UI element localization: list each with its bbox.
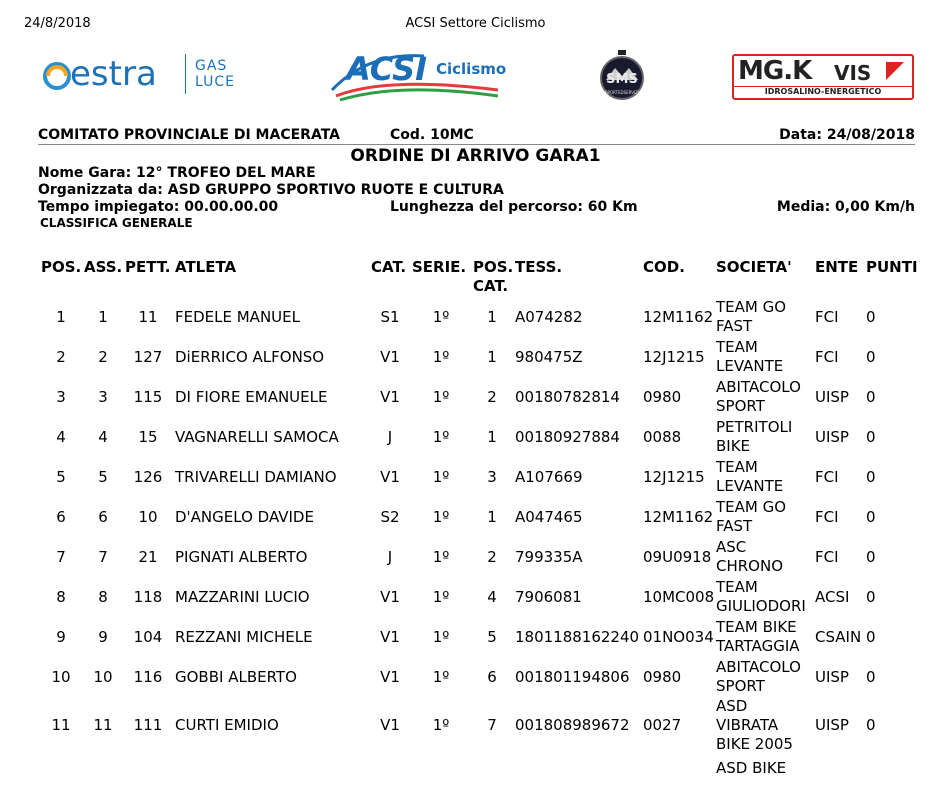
cell-ente: CSAIN xyxy=(815,627,862,646)
cell-ass: 4 xyxy=(98,427,108,446)
cell-tess: 980475Z xyxy=(515,347,583,366)
table-row xyxy=(0,497,951,537)
cell-ass: 1 xyxy=(98,307,108,326)
cell-cod: 09U0918 xyxy=(643,547,712,566)
cell-ass: 3 xyxy=(98,387,108,406)
cell-societa: PETRITOLI BIKE xyxy=(716,418,793,455)
col-cod: COD. xyxy=(643,258,685,276)
cell-poscat: 5 xyxy=(487,627,497,646)
cell-ass: 6 xyxy=(98,507,108,526)
cell-ente: FCI xyxy=(815,467,839,486)
cell-atleta: FEDELE MANUEL xyxy=(175,307,300,326)
cell-poscat: 4 xyxy=(487,587,497,606)
cell-punti: 0 xyxy=(866,387,876,406)
table-row xyxy=(0,757,951,797)
cell-pos: 11 xyxy=(51,716,71,734)
sms-word: SMS xyxy=(606,72,638,87)
cell-tess: 00180782814 xyxy=(515,387,620,406)
cell-cod xyxy=(643,757,715,799)
cell-pos: 2 xyxy=(56,347,66,366)
acsi-word: ACSI xyxy=(346,50,428,88)
cell-punti: 0 xyxy=(866,347,876,366)
cell-pett: 126 xyxy=(133,467,163,486)
report-title: ORDINE DI ARRIVO GARA1 xyxy=(350,146,601,166)
col-serie: SERIE. xyxy=(412,258,467,276)
course-length: Lunghezza del percorso: 60 Km xyxy=(390,199,638,215)
table-row xyxy=(0,657,951,697)
cell-societa: TEAM GO FAST xyxy=(716,498,787,535)
cell-punti: 0 xyxy=(866,427,876,446)
cell-cod: 12J1215 xyxy=(643,467,705,486)
cell-punti: 0 xyxy=(866,627,876,646)
cell-societa: ABITACOLO SPORT xyxy=(716,658,801,695)
estra-gas: GAS xyxy=(195,58,228,74)
cell-pos: 6 xyxy=(56,507,66,526)
cell-cod: 0088 xyxy=(643,427,682,446)
col-poscat: POS. CAT. xyxy=(473,258,514,295)
cell-poscat: 2 xyxy=(487,387,497,406)
cell-societa: ASD VIBRATA BIKE 2005 xyxy=(716,697,793,753)
cell-tess: 799335A xyxy=(515,547,583,566)
cell-atleta xyxy=(175,757,365,799)
cell-atleta: PIGNATI ALBERTO xyxy=(175,547,308,566)
cell-ass: 10 xyxy=(93,667,113,686)
cell-cod: 12J1215 xyxy=(643,347,705,366)
cell-cat xyxy=(371,757,409,799)
cell-atleta: TRIVARELLI DAMIANO xyxy=(175,467,337,486)
estra-luce: LUCE xyxy=(195,74,235,90)
cell-serie: 1º xyxy=(432,307,450,326)
cell-ass: 9 xyxy=(98,627,108,646)
cell-atleta: CURTI EMIDIO xyxy=(175,716,279,734)
cell-punti: 0 xyxy=(866,667,876,686)
cell-punti: 0 xyxy=(866,547,876,566)
cell-pett: 118 xyxy=(133,587,163,606)
cell-serie xyxy=(418,757,464,799)
cell-atleta: VAGNARELLI SAMOCA xyxy=(175,427,339,446)
cell-cat: V1 xyxy=(380,716,400,734)
col-punti: PUNTI xyxy=(866,258,918,276)
cell-tess: 001801194806 xyxy=(515,667,630,686)
cell-tess: A107669 xyxy=(515,467,583,486)
race-name: Nome Gara: 12° TROFEO DEL MARE xyxy=(38,165,316,181)
cell-ente: UISP xyxy=(815,667,849,686)
cell-cat: J xyxy=(387,427,393,446)
cell-pett xyxy=(128,757,168,799)
estra-logo xyxy=(40,50,240,102)
cell-ente: UISP xyxy=(815,716,849,734)
cell-societa: TEAM GO FAST xyxy=(716,298,787,335)
cell-cat: V1 xyxy=(380,347,400,366)
cell-serie: 1º xyxy=(432,387,450,406)
cell-tess: A047465 xyxy=(515,507,583,526)
cell-cod: 12M1162 xyxy=(643,307,714,326)
cell-ass: 7 xyxy=(98,547,108,566)
acsi-logo xyxy=(328,50,507,102)
col-ass: ASS. xyxy=(84,258,123,276)
cell-tess xyxy=(515,757,640,799)
cell-ass: 8 xyxy=(98,587,108,606)
cell-societa: ASC CHRONO xyxy=(716,538,784,575)
table-row xyxy=(0,297,951,337)
cell-tess: 00180927884 xyxy=(515,427,620,446)
cell-ass: 11 xyxy=(93,716,113,734)
cell-cod: 12M1162 xyxy=(643,507,714,526)
cell-ass xyxy=(84,757,122,799)
cell-poscat: 7 xyxy=(487,716,497,734)
col-societa: SOCIETA' xyxy=(716,258,792,276)
cell-serie: 1º xyxy=(432,716,450,734)
cell-societa: ABITACOLO SPORT xyxy=(716,378,801,415)
cell-ente: UISP xyxy=(815,387,849,406)
cell-tess: 001808989672 xyxy=(515,716,630,734)
cell-serie: 1º xyxy=(432,627,450,646)
sms-sub: SPORTEDSERVIZI xyxy=(604,90,640,95)
cell-pos: 10 xyxy=(51,667,71,686)
cell-ente: FCI xyxy=(815,347,839,366)
estra-word: estra xyxy=(70,54,157,94)
cell-ente xyxy=(815,757,865,799)
cell-cat: V1 xyxy=(380,387,400,406)
cell-cat: V1 xyxy=(380,627,400,646)
cell-ente: FCI xyxy=(815,507,839,526)
cell-cat: S2 xyxy=(380,507,400,526)
cell-societa: TEAM BIKE TARTAGGIA xyxy=(716,618,800,655)
cell-societa: ASD BIKE xyxy=(716,759,787,777)
cell-cat: V1 xyxy=(380,467,400,486)
cell-serie: 1º xyxy=(432,347,450,366)
organizer: Organizzata da: ASD GRUPPO SPORTIVO RUOTE E CULTURA xyxy=(38,182,504,198)
cell-serie: 1º xyxy=(432,507,450,526)
cell-punti: 0 xyxy=(866,507,876,526)
col-tess: TESS. xyxy=(515,258,563,276)
mgkvis-flag-icon xyxy=(886,62,904,80)
cell-tess: A074282 xyxy=(515,307,583,326)
cell-poscat xyxy=(473,757,511,799)
cell-ente: UISP xyxy=(815,427,849,446)
cell-pos: 7 xyxy=(56,547,66,566)
table-row xyxy=(0,417,951,457)
cell-societa: TEAM LEVANTE xyxy=(716,338,784,375)
cell-atleta: GOBBI ALBERTO xyxy=(175,667,297,686)
table-row xyxy=(0,617,951,657)
cell-pett: 115 xyxy=(133,387,163,406)
cell-punti xyxy=(866,757,896,799)
cell-societa: TEAM GIULIODORI xyxy=(716,578,806,615)
cell-cod: 0980 xyxy=(643,387,682,406)
cell-pett: 10 xyxy=(138,507,158,526)
cell-atleta: MAZZARINI LUCIO xyxy=(175,587,310,606)
table-row xyxy=(0,537,951,577)
mgkvis-vis: VIS xyxy=(834,61,872,85)
cell-pos: 9 xyxy=(56,627,66,646)
cell-pett: 11 xyxy=(138,307,158,326)
cell-pos xyxy=(41,757,81,799)
cell-poscat: 1 xyxy=(487,427,497,446)
average-speed: Media: 0,00 Km/h xyxy=(776,199,915,215)
time-taken: Tempo impiegato: 00.00.00.00 xyxy=(38,199,279,215)
cell-poscat: 1 xyxy=(487,507,497,526)
cell-serie: 1º xyxy=(432,427,450,446)
cell-punti: 0 xyxy=(866,716,876,734)
cell-pos: 1 xyxy=(56,307,66,326)
cell-poscat: 1 xyxy=(487,347,497,366)
cell-pett: 15 xyxy=(138,427,158,446)
cell-pett: 111 xyxy=(133,716,163,734)
table-row xyxy=(0,377,951,417)
header-rule xyxy=(38,144,915,145)
cell-poscat: 1 xyxy=(487,307,497,326)
cell-cat: V1 xyxy=(380,587,400,606)
cell-poscat: 3 xyxy=(487,467,497,486)
cell-serie: 1º xyxy=(432,547,450,566)
cell-atleta: REZZANI MICHELE xyxy=(175,627,313,646)
cell-punti: 0 xyxy=(866,587,876,606)
cell-tess: 7906081 xyxy=(515,587,582,606)
cell-pett: 21 xyxy=(138,547,158,566)
cell-ente: ACSI xyxy=(815,587,850,606)
report-code: Cod. 10MC xyxy=(390,127,474,143)
mgkvis-logo xyxy=(732,54,914,100)
cell-pett: 127 xyxy=(133,347,163,366)
classification: CLASSIFICA GENERALE xyxy=(40,216,193,230)
col-atleta: ATLETA xyxy=(175,258,237,276)
print-title: ACSI Settore Ciclismo xyxy=(405,16,546,31)
cell-cod: 0980 xyxy=(643,667,682,686)
cell-atleta: DI FIORE EMANUELE xyxy=(175,387,328,406)
mgkvis-word: MG.K xyxy=(738,56,812,86)
col-cat: CAT. xyxy=(371,258,407,276)
cell-punti: 0 xyxy=(866,307,876,326)
cell-serie: 1º xyxy=(432,667,450,686)
cell-cod: 10MC008 xyxy=(643,587,715,606)
acsi-sub: Ciclismo xyxy=(436,60,507,78)
table-row xyxy=(0,577,951,617)
cell-societa: TEAM LEVANTE xyxy=(716,458,784,495)
cell-serie: 1º xyxy=(432,467,450,486)
cell-cat: S1 xyxy=(380,307,400,326)
cell-tess: 1801188162240 xyxy=(515,627,640,646)
cell-punti: 0 xyxy=(866,467,876,486)
print-date: 24/8/2018 xyxy=(24,16,91,31)
col-pos: POS. xyxy=(41,258,82,276)
sms-logo xyxy=(598,50,646,102)
cell-serie: 1º xyxy=(432,587,450,606)
cell-cod: 0027 xyxy=(643,716,682,734)
table-row xyxy=(0,337,951,377)
cell-atleta: DiERRICO ALFONSO xyxy=(175,347,325,366)
report-date: Data: 24/08/2018 xyxy=(779,127,915,143)
mgkvis-sub: IDROSALINO-ENERGETICO xyxy=(734,86,912,96)
cell-cod: 01NO034 xyxy=(643,627,714,646)
cell-ass: 5 xyxy=(98,467,108,486)
col-pett: PETT. xyxy=(125,258,171,276)
cell-cat: V1 xyxy=(380,667,400,686)
cell-pos: 5 xyxy=(56,467,66,486)
cell-cat: J xyxy=(387,547,393,566)
cell-pos: 8 xyxy=(56,587,66,606)
cell-ente: FCI xyxy=(815,547,839,566)
cell-ente: FCI xyxy=(815,307,839,326)
cell-poscat: 2 xyxy=(487,547,497,566)
cell-pett: 116 xyxy=(133,667,163,686)
cell-atleta: D'ANGELO DAVIDE xyxy=(175,507,314,526)
col-ente: ENTE xyxy=(815,258,859,276)
table-row xyxy=(0,457,951,497)
cell-poscat: 6 xyxy=(487,667,497,686)
cell-pos: 4 xyxy=(56,427,66,446)
cell-ass: 2 xyxy=(98,347,108,366)
cell-pett: 104 xyxy=(133,627,163,646)
committee: COMITATO PROVINCIALE DI MACERATA xyxy=(38,127,340,143)
table-row xyxy=(0,697,951,754)
cell-pos: 3 xyxy=(56,387,66,406)
